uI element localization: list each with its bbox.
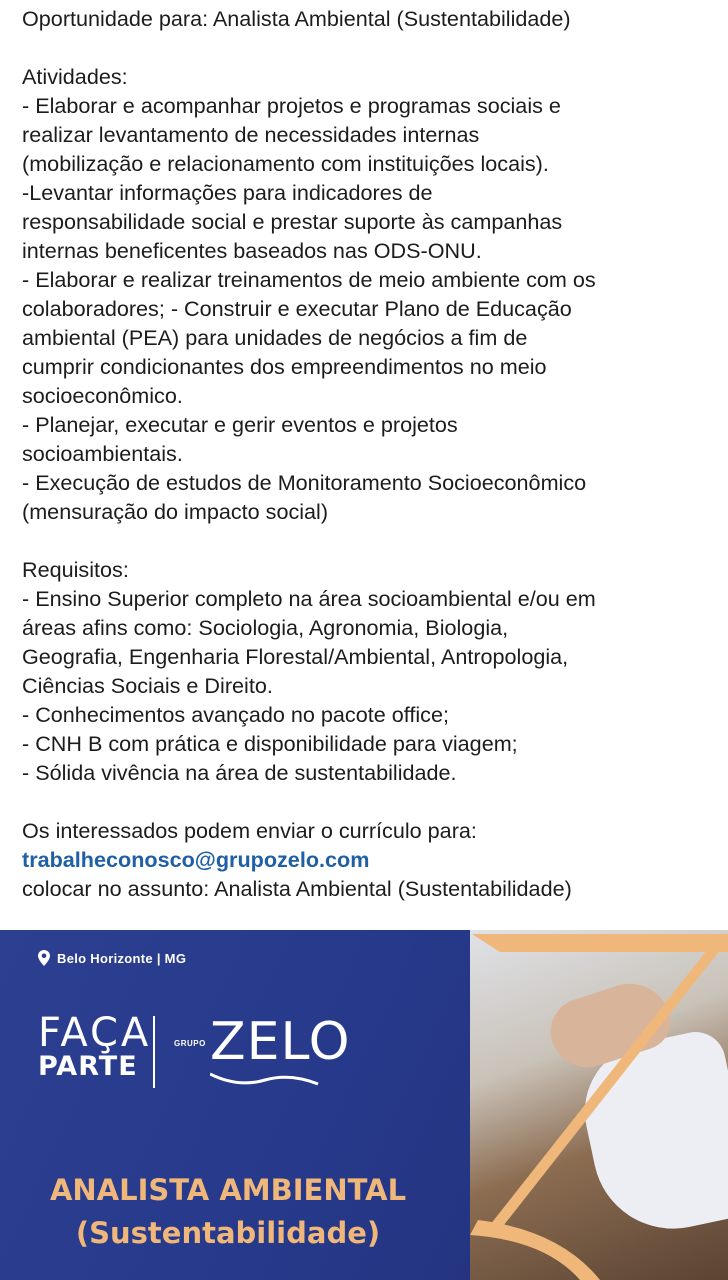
grupo-text: GRUPO (174, 1039, 206, 1048)
post-line: (mobilização e relacionamento com instituições locais). (22, 151, 549, 176)
post-line: realizar levantamento de necessidades internas (22, 122, 480, 147)
post-line: - Planejar, executar e gerir eventos e projetos (22, 412, 458, 437)
post-line: - CNH B com prática e disponibilidade para viagem; (22, 731, 518, 756)
post-line: - Execução de estudos de Monitoramento Socioeconômico (22, 470, 587, 495)
post-line: - Conhecimentos avançado no pacote office; (22, 702, 449, 727)
job-post-text (22, 4, 712, 903)
post-line: - Elaborar e acompanhar projetos e programas sociais e (22, 93, 561, 118)
post-line: Geografia, Engenharia Florestal/Ambiental, Antropologia, (22, 644, 569, 669)
post-line: Os interessados podem enviar o currículo para: (22, 818, 477, 843)
subject-instruction: colocar no assunto: Analista Ambiental (Sustentabilidade) (22, 876, 572, 901)
post-line: - Sólida vivência na área de sustentabilidade. (22, 760, 457, 785)
post-line: Requisitos: (22, 557, 129, 582)
faca-text: FAÇA (38, 1010, 152, 1056)
logo-divider (153, 1016, 155, 1088)
location-label (38, 950, 186, 966)
post-line: - Ensino Superior completo na área socioambiental e/ou em (22, 586, 596, 611)
post-line: - Elaborar e realizar treinamentos de meio ambiente com os (22, 267, 596, 292)
post-line: socioeconômico. (22, 383, 183, 408)
post-line: Ciências Sociais e Direito. (22, 673, 273, 698)
post-line: (mensuração do impacto social) (22, 499, 329, 524)
post-line: Atividades: (22, 64, 128, 89)
banner-title-line1: ANALISTA AMBIENTAL (49, 1173, 407, 1207)
banner-title-line2: (Sustentabilidade) (75, 1216, 381, 1250)
email-link[interactable]: trabalheconosco@grupozelo.com (22, 847, 370, 872)
location-text: Belo Horizonte | MG (57, 950, 187, 966)
post-line: Oportunidade para: Analista Ambiental (Sustentabilidade) (22, 6, 571, 31)
location-pin-icon (38, 950, 50, 966)
blank-line (22, 33, 712, 62)
faca-parte-logo (38, 1010, 152, 1082)
blank-line (22, 787, 712, 816)
parte-text: PARTE (38, 1051, 138, 1082)
job-banner-image (0, 930, 728, 1280)
post-line: socioambientais. (22, 441, 183, 466)
post-line: áreas afins como: Sociologia, Agronomia, Biologia, (22, 615, 509, 640)
post-line: -Levantar informações para indicadores de (22, 180, 433, 205)
post-line: ambiental (PEA) para unidades de negócios a fim de (22, 325, 528, 350)
post-lines (22, 4, 712, 845)
blank-line (22, 526, 712, 555)
post-line: internas beneficentes baseados nas ODS-ONU. (22, 238, 482, 263)
post-line: colaboradores; - Construir e executar Plano de Educação (22, 296, 572, 321)
zelo-logo-text: ZELO (210, 1012, 351, 1072)
post-line: responsabilidade social e prestar suporte às campanhas (22, 209, 563, 234)
post-line: cumprir condicionantes dos empreendimentos no meio (22, 354, 547, 379)
banner-title (0, 1170, 456, 1256)
logo-wave-icon (210, 1070, 320, 1090)
